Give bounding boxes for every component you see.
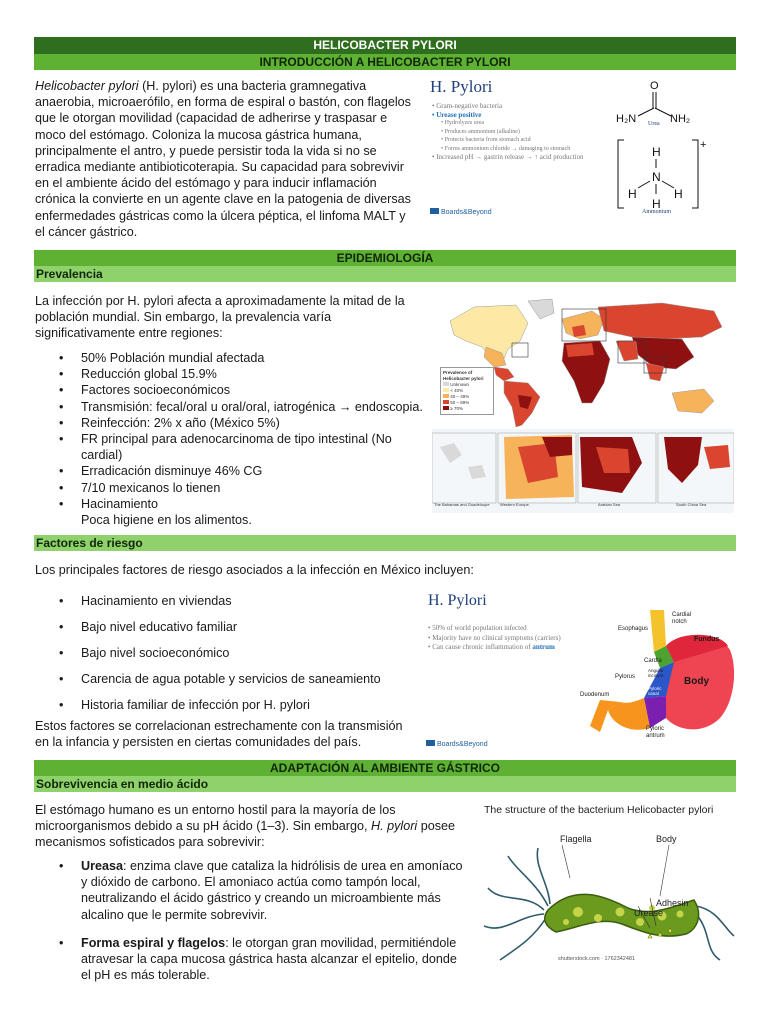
- slide2-bullet: • Can cause chronic inflammation of antrum: [428, 643, 555, 651]
- sobrevivencia-list: [35, 858, 467, 983]
- slide2-bullets: [428, 624, 561, 653]
- section-intro-header: INTRODUCCIÓN A HELICOBACTER PYLORI: [34, 54, 736, 70]
- subsection-prevalencia-header: Prevalencia: [34, 266, 736, 282]
- label-esophagus: Esophagus: [618, 626, 649, 632]
- svg-text:H: H: [628, 187, 637, 201]
- label-cardial-notch: Cardial notch: [672, 612, 692, 625]
- svg-text:H: H: [652, 197, 661, 211]
- label-duodenum: Duodenum: [580, 692, 610, 698]
- section-adaptacion-header: ADAPTACIÓN AL AMBIENTE GÁSTRICO: [34, 760, 736, 776]
- slide2-title: H. Pylori: [428, 592, 487, 609]
- image-credit: shutterstock.com · 1762342481: [558, 956, 636, 962]
- subsection-factores-header: Factores de riesgo: [34, 535, 736, 551]
- list-item: • Reinfección: 2% x año (México 5%): [35, 415, 430, 431]
- ammonium-label: Ammonium: [642, 209, 672, 215]
- intro-text: (H. pylori) es una bacteria gramnegativa anaerobia, microaerófilo, en forma de espiral o bastón, con flagelos que le otorgan movilidad (capacidad de adherirse y traspasar e moco del estómago. Coloniza la mucosa gástrica humana, principalmente el antro, y puede persistir toda la vida si no se erradica mediante antibioticoterapia. Su capacidad para sobrevivir en el ambiente ácido del estómago y para inducir inflamación crónica la convierte en un agente clave en la patogenia de diversas enfermedades gástricas como la úlcera péptica, el linfoma MALT y el cáncer gástrico.: [35, 79, 411, 239]
- slide1-bullet: • Increased pH → gastrin release → ↑ acid production: [432, 153, 584, 161]
- map-caption: Western Europe: [500, 502, 529, 507]
- bacterium-title: The structure of the bacterium Helicobacter pylori: [484, 804, 714, 816]
- factores-intro: Los principales factores de riesgo asociados a la infección en México incluyen:: [35, 563, 474, 577]
- label-angular-incisure: Angular incisure: [648, 668, 664, 678]
- map-legend: [440, 367, 494, 415]
- slide1-subbullet: • Hydrolyzes urea: [441, 120, 485, 126]
- logo-icon: [426, 740, 435, 746]
- factores-list: [35, 588, 415, 718]
- legend-title: Prevalence of Helicobacter pylori: [443, 370, 484, 381]
- svg-text:+: +: [700, 139, 706, 151]
- logo-icon: [430, 208, 439, 214]
- label-adhesin: Adhesin: [656, 898, 689, 908]
- slide1-title: H. Pylori: [430, 77, 493, 96]
- urease-slide-image: [424, 74, 734, 242]
- list-item: • Bajo nivel educativo familiar: [35, 614, 415, 640]
- prevalencia-paragraph: La infección por H. pylori afecta a aproximadamente la mitad de la población mundial. Sin embargo, la prevalencia varía significativamente entre regiones:: [35, 294, 405, 341]
- map-caption: The Bahamas and Guadeloupe: [434, 502, 490, 507]
- svg-text:H: H: [652, 145, 661, 159]
- svg-text:H: H: [674, 187, 683, 201]
- label-body: Body: [656, 834, 677, 844]
- slide1-subbullet: • Produces ammonium (alkaline): [441, 128, 520, 135]
- list-item: • Hacinamiento en viviendas: [35, 588, 415, 614]
- section-epidemiologia-header: EPIDEMIOLOGÍA: [34, 250, 736, 266]
- slide1-bullets: [432, 102, 584, 162]
- intro-name: Helicobacter pylori: [35, 79, 139, 93]
- list-item: • FR principal para adenocarcinoma de tipo intestinal (No cardial): [35, 431, 430, 463]
- stomach-slide-image: [420, 588, 736, 748]
- map-caption: Arabian Sea: [598, 502, 621, 507]
- slide1-bullet: • Gram-negative bacteria: [432, 102, 503, 110]
- boards-beyond-logo: Boards&Beyond: [426, 740, 488, 748]
- list-item: • Forma espiral y flagelos: le otorgan gran movilidad, permitiéndole atravesar la capa mucosa gástrica hasta alcanzar el epitelio, donde el pH es más tolerable.: [35, 935, 467, 984]
- slide1-bullet: • Urease positive: [432, 110, 482, 119]
- list-item: • 50% Población mundial afectada: [35, 350, 430, 366]
- slide1-subbullet: • Protects bacteria from stomach acid: [441, 137, 531, 143]
- slide2-bullet: • 50% of world population infected: [428, 624, 527, 632]
- map-caption: South China Sea: [676, 502, 707, 507]
- bacterium-diagram: [474, 800, 736, 970]
- label-pylorus: Pylorus: [615, 674, 636, 680]
- legend-item: Unknown: [443, 382, 491, 388]
- list-item: • 7/10 mexicanos lo tienen: [35, 480, 430, 496]
- list-item: • Reducción global 15.9%: [35, 366, 430, 382]
- label-pyloric-canal: Pyloric canal: [648, 686, 662, 696]
- document-title: HELICOBACTER PYLORI: [34, 37, 736, 54]
- svg-text:NH₂: NH₂: [670, 113, 691, 125]
- label-fundus: Fundus: [694, 636, 720, 643]
- factores-closing: Estos factores se correlacionan estrechamente con la transmisión en la infancia y persisten en ciertas comunidades del país.: [35, 719, 403, 750]
- slide2-bullet: • Majority have no clinical symptoms (carriers): [428, 633, 561, 642]
- slide1-subbullet: • Forms ammonium chloride → damaging to stomach: [441, 145, 571, 152]
- ammonium-structure: [614, 136, 706, 214]
- legend-item: 40 – 49%: [443, 394, 491, 400]
- list-item-continuation: Poca higiene en los alimentos.: [81, 513, 252, 528]
- subsection-sobrevivencia-header: Sobrevivencia en medio ácido: [34, 776, 736, 792]
- intro-paragraph: [35, 78, 415, 240]
- legend-item: ≥ 70%: [443, 406, 491, 412]
- list-item: • Transmisión: fecal/oral u oral/oral, iatrogénica → endoscopia.: [35, 399, 430, 415]
- svg-text:O: O: [650, 80, 659, 92]
- list-item: • Hacinamiento: [35, 496, 430, 512]
- list-item: • Ureasa: enzima clave que cataliza la hidrólisis de urea en amoníaco y dióxido de carbono. El amoniaco actúa como tampón local, neutralizando el ácido gástrico y creando un microambiente más alcalino que le permite sobrevivir.: [35, 858, 467, 923]
- list-item: • Carencia de agua potable y servicios de saneamiento: [35, 666, 415, 692]
- list-item: • Factores socioeconómicos: [35, 382, 430, 398]
- label-cardia: Cardia: [644, 658, 662, 664]
- label-urease: Urease: [634, 908, 664, 918]
- legend-item: 50 – 69%: [443, 400, 491, 406]
- legend-item: < 40%: [443, 388, 491, 394]
- list-item: • Bajo nivel socioeconómico: [35, 640, 415, 666]
- list-item: • Erradicación disminuye 46% CG: [35, 463, 430, 479]
- sobrevivencia-paragraph: El estómago humano es un entorno hostil para la mayoría de los microorganismos debido a su pH ácido (1–3). Sin embargo, H. pylori posee mecanismos sofisticados para sobrevivir:: [35, 803, 456, 850]
- prevalence-world-map: [432, 297, 734, 513]
- list-item: • Historia familiar de infección por H. pylori: [35, 692, 415, 718]
- bacterium-structure-image: [474, 800, 736, 970]
- boards-beyond-logo: Boards&Beyond: [430, 208, 492, 216]
- label-body: Body: [684, 676, 709, 687]
- svg-text:N: N: [652, 170, 661, 184]
- urea-label: Urea: [648, 121, 660, 127]
- prevalencia-list: [35, 350, 430, 528]
- svg-text:H₂N: H₂N: [616, 113, 637, 125]
- label-flagella: Flagella: [560, 834, 592, 844]
- label-pyloric-antrum: Pyloric antrum: [646, 726, 665, 739]
